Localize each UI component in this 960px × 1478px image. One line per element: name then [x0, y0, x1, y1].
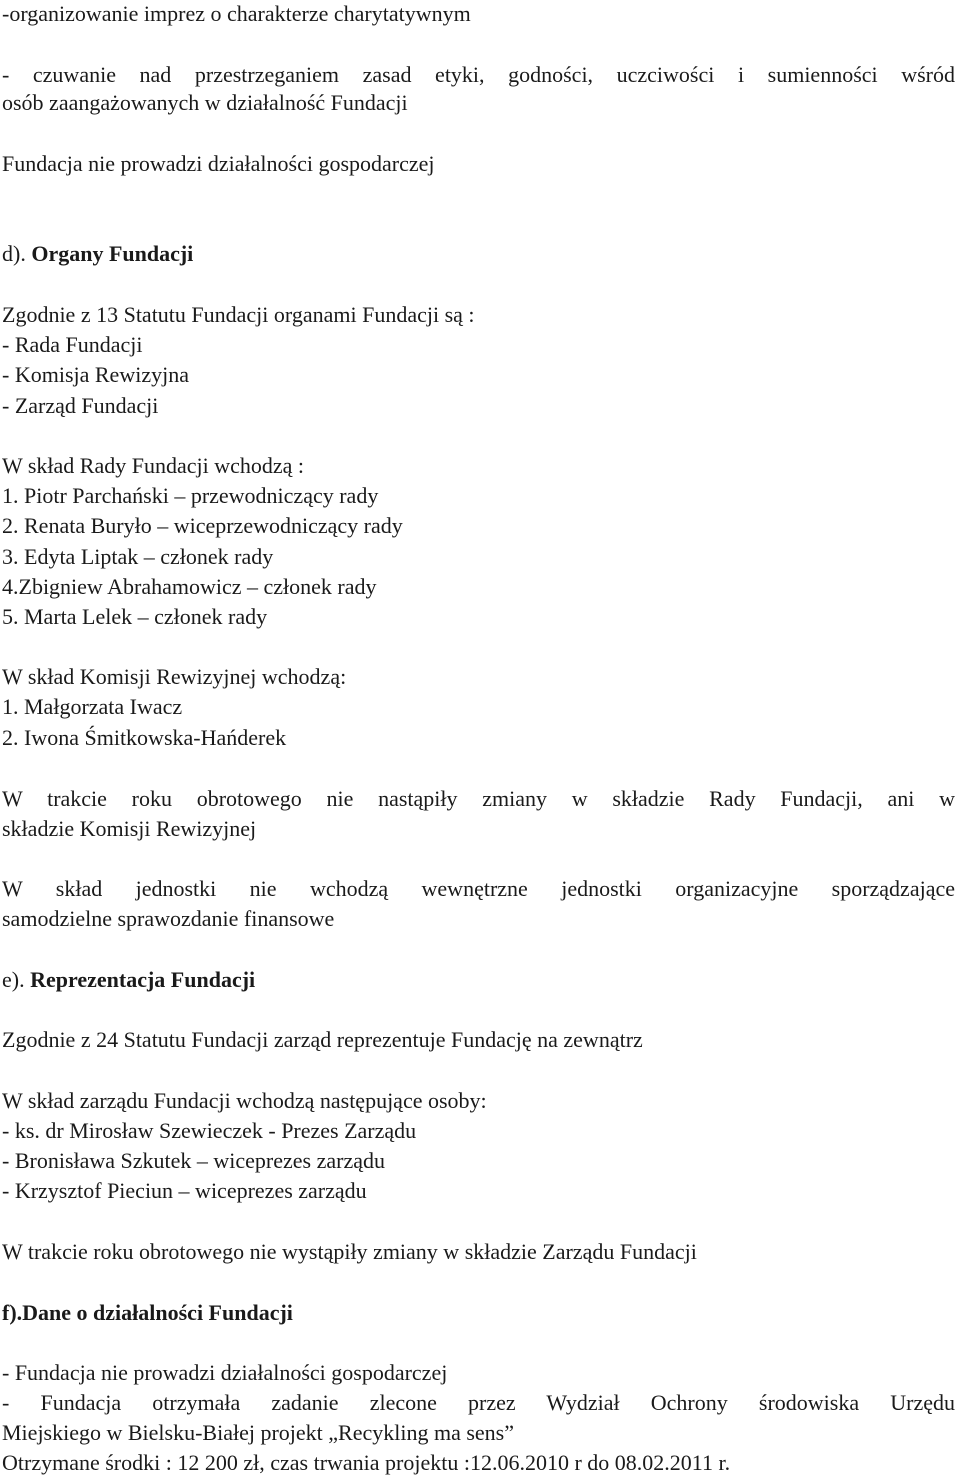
text-line: samodzielne sprawozdanie finansowe	[2, 906, 335, 931]
text-line: Otrzymane środki : 12 200 zł, czas trwania projektu :12.06.2010 r do 08.02.2011 r.	[2, 1450, 731, 1475]
section-title: Organy Fundacji	[31, 241, 194, 266]
text-line: -organizowanie imprez o charakterze charytatywnym	[2, 1, 471, 26]
list-item: - Krzysztof Pieciun – wiceprezes zarządu	[2, 1178, 367, 1203]
text-line: Fundacja nie prowadzi działalności gospodarczej	[2, 151, 435, 176]
text-line-justified: - czuwanie nad przestrzeganiem zasad etyki, godności, uczciwości i sumienności wśród	[2, 62, 955, 87]
text-line-justified: W skład jednostki nie wchodzą wewnętrzne jednostki organizacyjne sporządzające	[2, 876, 955, 901]
list-item: - Fundacja nie prowadzi działalności gospodarczej	[2, 1360, 448, 1385]
list-item: - Zarząd Fundacji	[2, 393, 159, 418]
list-item: 1. Piotr Parchański – przewodniczący rady	[2, 483, 379, 508]
section-prefix: e).	[2, 967, 31, 992]
section-prefix: d).	[2, 241, 32, 266]
list-item: 5. Marta Lelek – członek rady	[2, 604, 268, 629]
list-item: 2. Renata Buryło – wiceprzewodniczący rady	[2, 513, 403, 538]
list-item: - Bronisława Szkutek – wiceprezes zarządu	[2, 1148, 386, 1173]
list-item: 1. Małgorzata Iwacz	[2, 694, 183, 719]
text-line: składzie Komisji Rewizyjnej	[2, 816, 257, 841]
text-line: Miejskiego w Bielsku-Białej projekt „Recykling ma sens”	[2, 1420, 515, 1445]
text-line-justified: - Fundacja otrzymała zadanie zlecone przez Wydział Ochrony środowiska Urzędu	[2, 1390, 955, 1415]
text-line: W skład Rady Fundacji wchodzą :	[2, 453, 305, 478]
text-line: W trakcie roku obrotowego nie wystąpiły zmiany w składzie Zarządu Fundacji	[2, 1239, 697, 1264]
section-heading-f: f).Dane o działalności Fundacji	[2, 1300, 293, 1325]
text-line: W skład zarządu Fundacji wchodzą następujące osoby:	[2, 1088, 487, 1113]
text-line-justified: W trakcie roku obrotowego nie nastąpiły zmiany w składzie Rady Fundacji, ani w	[2, 786, 955, 811]
list-item: 2. Iwona Śmitkowska-Hańderek	[2, 725, 287, 750]
list-item: 3. Edyta Liptak – członek rady	[2, 544, 274, 569]
text-line: Zgodnie z 13 Statutu Fundacji organami Fundacji są :	[2, 302, 475, 327]
text-line: W skład Komisji Rewizyjnej wchodzą:	[2, 664, 347, 689]
list-item: - Rada Fundacji	[2, 332, 143, 357]
list-item: 4.Zbigniew Abrahamowicz – członek rady	[2, 574, 377, 599]
section-heading-e	[2, 966, 255, 994]
section-title: Reprezentacja Fundacji	[30, 967, 256, 992]
text-line: Zgodnie z 24 Statutu Fundacji zarząd reprezentuje Fundację na zewnątrz	[2, 1027, 643, 1052]
list-item: - ks. dr Mirosław Szewieczek - Prezes Zarządu	[2, 1118, 417, 1143]
text-line: osób zaangażowanych w działalność Fundacji	[2, 90, 408, 115]
section-heading-d	[2, 240, 193, 268]
list-item: - Komisja Rewizyjna	[2, 362, 189, 387]
